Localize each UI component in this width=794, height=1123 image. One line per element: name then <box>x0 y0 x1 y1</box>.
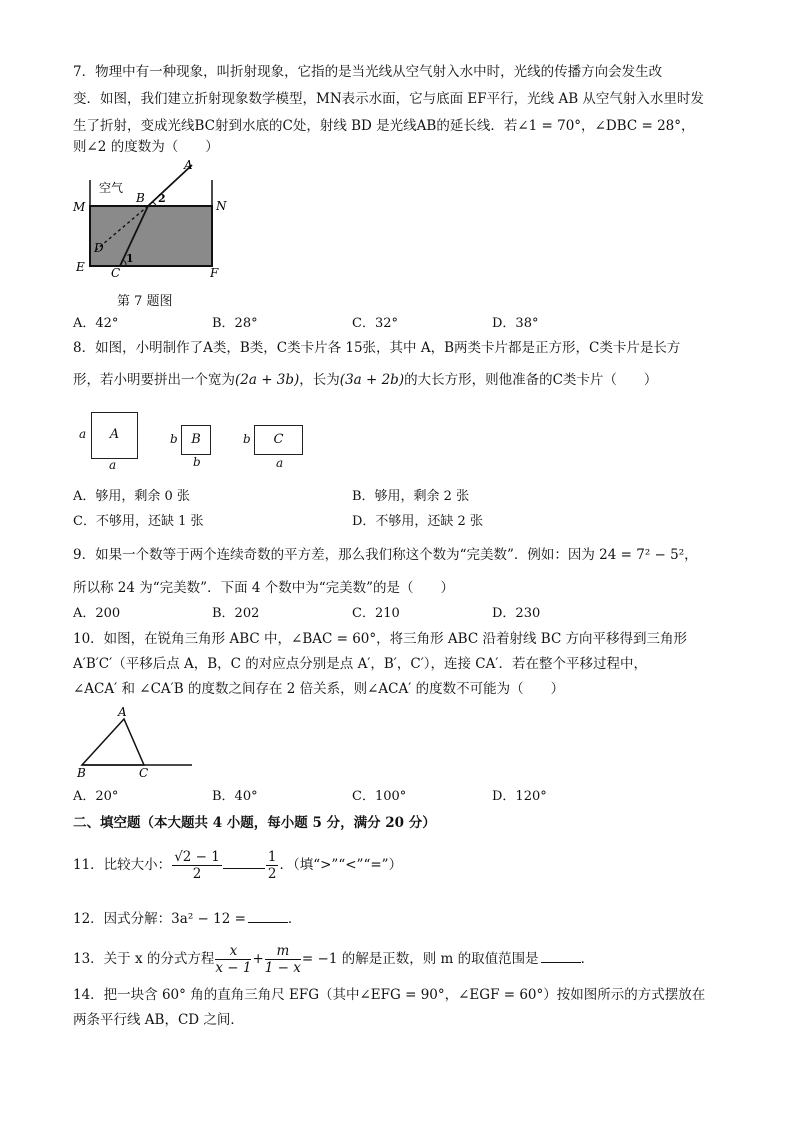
q14-line-2: 两条平行线 AB，CD 之间． <box>73 1012 244 1028</box>
q12-answer-blank[interactable] <box>248 922 288 923</box>
q8-option-d[interactable]: D．不够用，还缺 2 张 <box>352 514 483 529</box>
card-a-label: A <box>109 427 120 442</box>
q12-line <box>73 911 301 927</box>
q13-line <box>73 942 594 976</box>
q11-fraction-2 <box>266 849 279 882</box>
q11-frac2-num: 1 <box>267 849 277 865</box>
q10-triangle-figure <box>72 703 197 778</box>
q8-length-expr: (3a + 2b) <box>339 372 405 388</box>
point-N: N <box>216 199 227 213</box>
angle-2-label: 2 <box>158 192 166 205</box>
card-c-side-label: b <box>243 432 251 446</box>
q9-option-b[interactable]: B．202 <box>212 606 260 621</box>
card-c-label: C <box>273 432 284 447</box>
point-A: A <box>184 158 193 172</box>
q10-line-3: ∠ACA′ 和 ∠CA′B 的度数之间存在 2 倍关系，则∠ACA′ 的度数不可能为（ ） <box>73 681 565 697</box>
card-a-bottom-label: a <box>109 458 117 472</box>
q8-option-b[interactable]: B．够用，剩余 2 张 <box>352 489 470 504</box>
q13-fraction-2 <box>265 943 301 976</box>
q7-option-b[interactable]: B．28° <box>212 316 258 331</box>
card-b-side-label: b <box>170 432 178 446</box>
q8-line-2-pre: 形，若小明要拼出一个宽为 <box>73 372 235 388</box>
q10-line-1: 10．如图，在锐角三角形 ABC 中，∠BAC = 60°，将三角形 ABC 沿着射线 BC 方向平移得到三角形 <box>73 631 688 647</box>
q12-post: ． <box>287 911 302 927</box>
q11-answer-blank[interactable] <box>223 868 265 869</box>
q13-frac2-num: m <box>265 943 301 960</box>
q8-option-a[interactable]: A．够用，剩余 0 张 <box>73 489 190 504</box>
triangle-ABC <box>82 719 144 765</box>
point-C: C <box>139 766 149 778</box>
q11-frac1-den: 2 <box>192 866 202 882</box>
q13-post: ． <box>580 951 595 967</box>
point-B: B <box>77 766 86 778</box>
q8-line-2-mid: ，长为 <box>299 372 340 388</box>
card-b-bottom-label: b <box>193 455 201 469</box>
q8-line-2 <box>73 372 657 388</box>
q11-frac1-num: √2 − 1 <box>174 849 220 865</box>
q8-width-expr: (2a + 3b) <box>235 372 300 388</box>
point-E: E <box>76 260 85 274</box>
q7-option-a[interactable]: A．42° <box>73 316 119 331</box>
q9-line-2: 所以称 24 为“完美数”．下面 4 个数中为“完美数”的是（ ） <box>73 580 455 596</box>
q7-refraction-figure <box>70 158 240 280</box>
q7-line-3: 生了折射，变成光线BC射到水底的C处，射线 BD 是光线AB的延长线．若∠1 = 70°，∠DBC = 28°， <box>73 118 695 134</box>
q7-figure-caption: 第 7 题图 <box>117 294 173 309</box>
q11-frac2-den: 2 <box>267 866 277 882</box>
point-B: B <box>136 191 145 205</box>
q13-plus: + <box>252 951 264 967</box>
card-a-side-label: a <box>79 427 87 441</box>
point-F: F <box>210 266 219 280</box>
q10-option-b[interactable]: B．40° <box>212 789 258 804</box>
q13-pre: 13．关于 x 的分式方程 <box>73 951 215 967</box>
q12-pre: 12．因式分解：3a² − 12 = <box>73 911 246 927</box>
card-b-label: B <box>191 432 201 447</box>
q10-option-c[interactable]: C．100° <box>352 789 407 804</box>
q10-option-d[interactable]: D．120° <box>492 789 547 804</box>
q8-option-c[interactable]: C．不够用，还缺 1 张 <box>73 514 204 529</box>
angle-1-label: 1 <box>126 252 134 265</box>
point-C: C <box>111 266 121 280</box>
q8-line-1: 8．如图，小明制作了A类，B类，C类卡片各 15张，其中 A，B两类卡片都是正方形，C类卡片是长方 <box>73 340 681 356</box>
q7-option-d[interactable]: D．38° <box>492 316 539 331</box>
q11-line <box>73 848 402 882</box>
point-M: M <box>73 200 86 214</box>
section-2-title: 二、填空题（本大题共 4 小题，每小题 5 分，满分 20 分） <box>73 815 436 831</box>
q8-line-2-post: 的大长方形，则他准备的C类卡片（ ） <box>404 372 658 388</box>
q10-option-a[interactable]: A．20° <box>73 789 119 804</box>
q13-fraction-1 <box>215 943 251 976</box>
q7-option-c[interactable]: C．32° <box>352 316 398 331</box>
q11-post: ．（填“>”“<”“=”） <box>279 857 403 873</box>
q13-answer-blank[interactable] <box>541 962 581 963</box>
q9-option-d[interactable]: D．230 <box>492 606 541 621</box>
q7-line-4: 则∠2 的度数为（ ） <box>73 139 219 155</box>
q13-frac2-den: 1 − x <box>264 960 301 976</box>
point-A: A <box>118 705 127 719</box>
q7-line-2: 变．如图，我们建立折射现象数学模型，MN表示水面，它与底面 EF平行，光线 AB 从空气射入水里时发 <box>73 91 704 107</box>
q13-mid: = −1 的解是正数，则 m 的取值范围是 <box>301 951 539 967</box>
q9-option-a[interactable]: A．200 <box>73 606 121 621</box>
air-label: 空气 <box>99 181 124 195</box>
water-region <box>90 206 212 266</box>
q9-option-c[interactable]: C．210 <box>352 606 400 621</box>
card-c-bottom-label: a <box>276 456 284 470</box>
q11-pre: 11．比较大小： <box>73 857 172 873</box>
point-D: D <box>94 241 104 255</box>
q10-line-2: A′B′C′（平移后点 A，B，C 的对应点分别是点 A′，B′，C′），连接 CA′．若在整个平移过程中， <box>73 656 647 672</box>
q13-frac1-den: x − 1 <box>215 960 252 976</box>
q7-line-1: 7．物理中有一种现象，叫折射现象，它指的是当光线从空气射入水中时，光线的传播方向会发生改 <box>73 64 663 80</box>
q9-line-1: 9．如果一个数等于两个连续奇数的平方差，那么我们称这个数为“完美数”．例如：因为 24 = 7² − 5²， <box>73 547 698 563</box>
q13-frac1-num: x <box>215 943 251 960</box>
q11-fraction-1 <box>172 849 222 882</box>
q14-line-1: 14．把一块含 60° 角的直角三角尺 EFG（其中∠EFG = 90°，∠EGF = 60°）按如图所示的方式摆放在 <box>73 987 706 1003</box>
